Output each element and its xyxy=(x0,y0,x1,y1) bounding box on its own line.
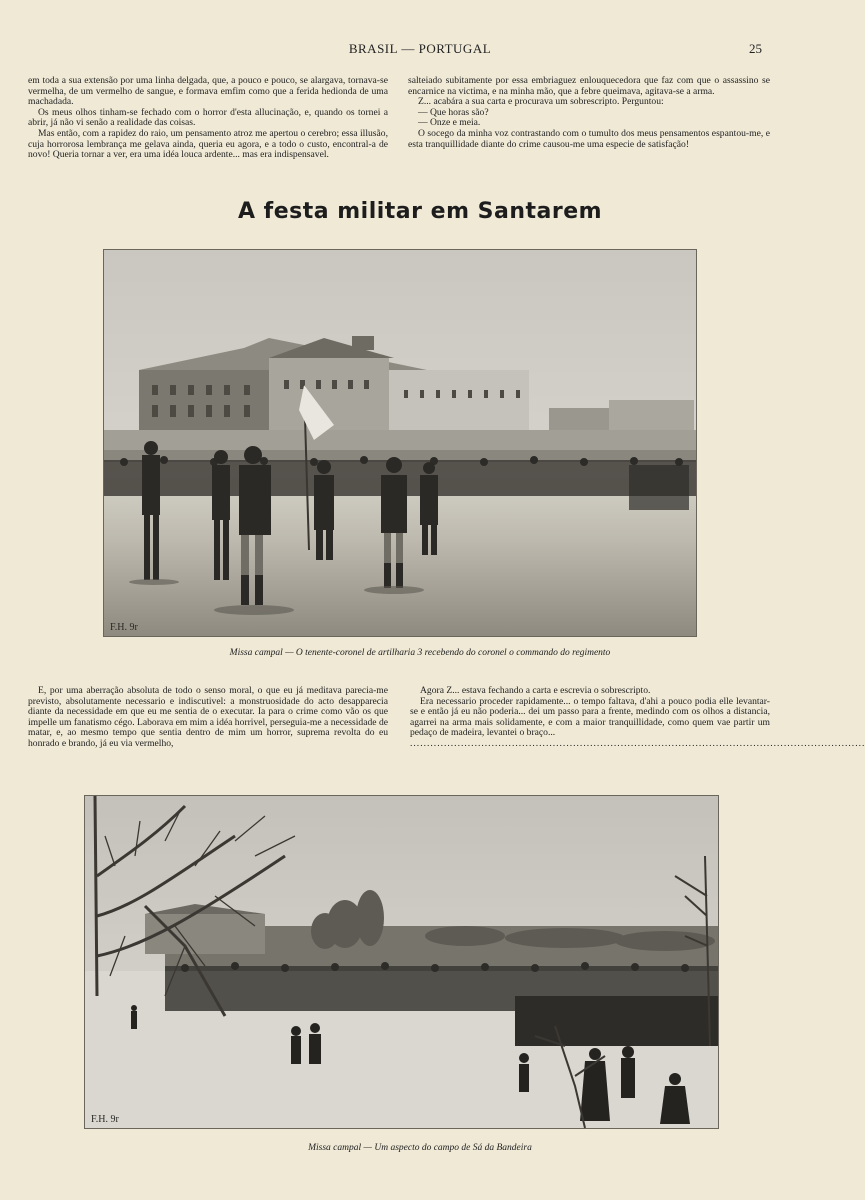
photo-military-parade xyxy=(103,249,697,637)
paragraph: Z... acabára a sua carta e procurava um sobrescripto. Perguntou: xyxy=(418,96,664,108)
paragraph: O socego da minha voz contrastando com o tumulto dos meus pensamentos espantou-me, e esta tranquillidade diante do crime causou-me uma especie de satisfação! xyxy=(408,127,770,150)
paragraph: — Que horas são? xyxy=(418,106,489,118)
running-header: BRASIL — PORTUGAL xyxy=(348,41,492,56)
parade-illustration xyxy=(104,250,696,636)
ellipsis-line: ...................................................................................................................................... xyxy=(410,737,865,749)
bottom-left-column xyxy=(28,686,388,750)
top-right-column xyxy=(408,76,770,150)
paragraph: Era necessario proceder rapidamente... o tempo faltava, d'ahi a pouco podia elle levantar-se e então já eu não poderia... dei um passo para a frente, medindo com os olhos a distancia, agarrei na arma mais solidamente, e com a maior tranquillidade, como quem vae partir um pedaço de madeira, levantei o braço... xyxy=(410,695,770,739)
photo1-caption: Missa campal — O tenente-coronel de artilharia 3 recebendo do coronel o commando do regimento xyxy=(229,648,611,658)
bottom-right-column xyxy=(410,685,865,750)
top-left-column xyxy=(28,76,388,161)
photo1-signature: F.H. 9r xyxy=(110,622,138,633)
paragraph: Agora Z... estava fechando a carta e escrevia o sobrescripto. xyxy=(420,685,651,696)
photo2-signature: F.H. 9r xyxy=(91,1114,119,1125)
paragraph: — Onze e meia. xyxy=(418,117,481,129)
paragraph: salteiado subitamente por essa embriaguez enlouquecedora que faz com que o assassino se encarnice na victima, e na minha mão, que a febre queimava, agitava-se a arma. xyxy=(408,75,770,97)
paragraph: Os meus olhos tinham-se fechado com o horror d'esta allucinação, e, quando os tornei a abrir, já não vi senão a realidade das coisas. xyxy=(28,106,388,129)
photo-campo-sa-da-bandeira xyxy=(84,795,719,1129)
page-number: 25 xyxy=(749,41,762,56)
photo2-caption: Missa campal — Um aspecto do campo de Sá da Bandeira xyxy=(308,1143,532,1153)
paragraph: em toda a sua extensão por uma linha delgada, que, a pouco e pouco, se alargava, tornava-se vermelha, de um vermelho de sangue, e formava emfim como que a ferida hedionda de uma machadada. xyxy=(28,75,388,108)
paragraph: Mas então, com a rapidez do raio, um pensamento atroz me apertou o cerebro; essa illusão, cuja horrorosa lembrança me gelava ainda, queria eu agora, e a todo o custo, encontral-a de novo! Queria tornar a ver, era uma idéa louca ardente... mas era indispensavel. xyxy=(28,127,388,161)
paragraph: E, por uma aberração absoluta de todo o senso moral, o que eu já meditava parecia-me previsto, absolutamente necessario e indiscutivel: a monstruosidade do acto desapparecia diante da necessidade em que eu me sentia de o executar. Ia para o crime como vão os que impelle um fanatismo cégo. Laborava em mim a idéa horrivel, perseguia-me a necessidade de matar, e, ao mesmo tempo que sentia dentro de mim um horror, suprema revolta do eu honrado e brando, já eu via vermelho, xyxy=(28,685,388,749)
section-title: A festa militar em Santarem xyxy=(237,199,603,224)
crowd-illustration xyxy=(85,796,718,1128)
